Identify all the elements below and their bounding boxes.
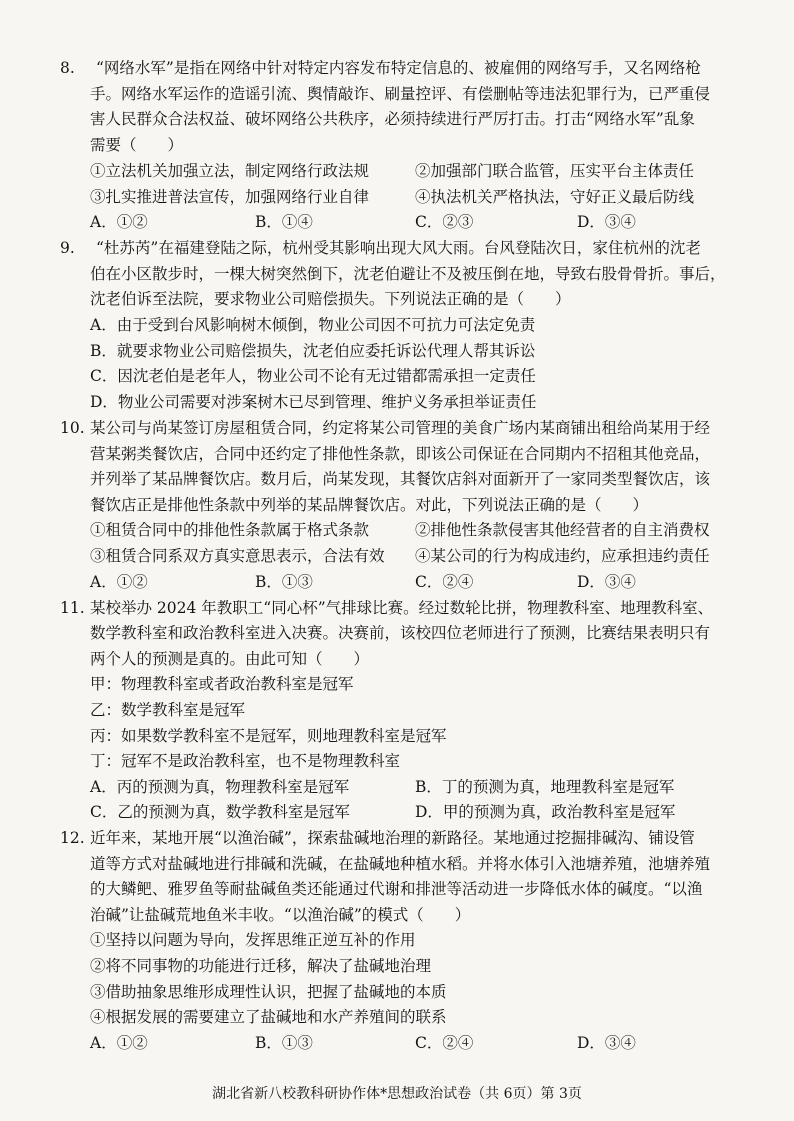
question-text-line: 餐饮店正是排他性条款中列举的某品牌餐饮店。对此，下列说法正确的是（ ） <box>90 496 649 514</box>
question-text-line: 营某粥类餐饮店，合同中还约定了排他性条款，即该公司保证在合同期内不招租其他竞品， <box>90 445 711 463</box>
choice-d: D．③④ <box>577 573 636 591</box>
page-footer: 湖北省新八校教科研协作体*思想政治试卷（共 6页）第 3页 <box>212 1086 582 1102</box>
question-number: 12. <box>60 829 85 847</box>
choice-b: B．就要求物业公司赔偿损失，沈老伯应委托诉讼代理人帮其诉讼 <box>90 342 536 360</box>
choice-a: A．丙的预测为真，物理教科室是冠军 <box>90 778 350 796</box>
question-text-line: 近年来，某地开展“以渔治碱”，探索盐碱地治理的新路径。某地通过挖掘排碱沟、铺设管 <box>90 829 695 847</box>
statement: ①租赁合同中的排他性条款属于格式条款 <box>90 521 370 539</box>
statement: 甲：物理教科室或者政治教科室是冠军 <box>90 675 354 693</box>
choice-d: D．甲的预测为真，政治教科室是冠军 <box>415 803 676 821</box>
choice-a: A．①② <box>90 573 148 591</box>
statement: ③借助抽象思维形成理性认识，把握了盐碱地的本质 <box>90 983 447 1001</box>
question-text-line: 并列举了某品牌餐饮店。数月后，尚某发现，其餐饮店斜对面新开了一家同类型餐饮店，该 <box>90 470 711 488</box>
question-text-line: 害人民群众合法权益、破坏网络公共秩序，必须持续进行严厉打击。打击“网络水军”乱象 <box>90 110 695 128</box>
question-text-line: 道等方式对盐碱地进行排碱和洗碱，在盐碱地种植水稻。并将水体引入池塘养殖，池塘养殖 <box>90 855 711 873</box>
choice-c: C．②④ <box>415 573 474 591</box>
choice-a: A．①② <box>90 1034 148 1052</box>
statement: 丙：如果数学教科室不是冠军，则地理教科室是冠军 <box>90 727 447 745</box>
statement: ④执法机关严格执法，守好正义最后防线 <box>415 188 695 206</box>
statement: ②将不同事物的功能进行迁移，解决了盐碱地治理 <box>90 957 432 975</box>
question-text-line: 某校举办 2024 年教职工“同心杯”气排球比赛。经过数轮比拼，物理教科室、地理教科室、 <box>90 599 714 617</box>
choice-d: D．③④ <box>577 213 636 231</box>
choice-b: B．①④ <box>255 213 313 231</box>
question-number: 8. <box>60 59 75 77</box>
choice-c: C．②③ <box>415 213 474 231</box>
question-text-line: 手。网络水军运作的造谣引流、舆情敲诈、刷量控评、有偿删帖等违法犯罪行为，已严重侵 <box>90 85 711 103</box>
question-text-line: “杜苏芮”在福建登陆之际，杭州受其影响出现大风大雨。台风登陆次日，家住杭州的沈老 <box>96 239 701 257</box>
question-text-line: 需要（ ） <box>90 136 184 154</box>
question-text-line: 的大鳞鲃、雅罗鱼等耐盐碱鱼类还能通过代谢和排泄等活动进一步降低水体的碱度。“以渔 <box>90 880 703 898</box>
question-text-line: 治碱”让盐碱荒地鱼米丰收。“以渔治碱”的模式（ ） <box>90 906 471 924</box>
choice-c: C．②④ <box>415 1034 474 1052</box>
statement: ③扎实推进普法宣传，加强网络行业自律 <box>90 188 370 206</box>
choice-d: D．物业公司需要对涉案树木已尽到管理、维护义务承担举证责任 <box>90 393 537 411</box>
question-text-line: 沈老伯诉至法院，要求物业公司赔偿损失。下列说法正确的是（ ） <box>90 290 571 308</box>
question-text-line: 伯在小区散步时，一棵大树突然倒下，沈老伯避让不及被压倒在地，导致右股骨骨折。事后， <box>90 265 726 283</box>
statement: ③租赁合同系双方真实意思表示，合法有效 <box>90 547 385 565</box>
statement: ④根据发展的需要建立了盐碱地和水产养殖间的联系 <box>90 1008 447 1026</box>
statement: ①坚持以问题为导向，发挥思维正逆互补的作用 <box>90 931 416 949</box>
question-number: 9. <box>60 239 75 257</box>
question-text-line: 两个人的预测是真的。由此可知（ ） <box>90 650 370 668</box>
question-text-line: 某公司与尚某签订房屋租赁合同，约定将某公司管理的美食广场内某商铺出租给尚某用于经 <box>90 419 711 437</box>
statement: ②加强部门联合监管，压实平台主体责任 <box>415 162 695 180</box>
choice-c: C．因沈老伯是老年人，物业公司不论有无过错都需承担一定责任 <box>90 367 536 385</box>
statement: 乙：数学教科室是冠军 <box>90 701 246 719</box>
choice-c: C．乙的预测为真，数学教科室是冠军 <box>90 803 350 821</box>
question-number: 10. <box>60 419 85 437</box>
question-text-line: “网络水军”是指在网络中针对特定内容发布特定信息的、被雇佣的网络写手，又名网络枪 <box>96 59 701 77</box>
statement: ④某公司的行为构成违约，应承担违约责任 <box>415 547 710 565</box>
choice-d: D．③④ <box>577 1034 636 1052</box>
statement: 丁：冠军不是政治教科室，也不是物理教科室 <box>90 752 401 770</box>
question-number: 11. <box>60 599 85 617</box>
statement: ②排他性条款侵害其他经营者的自主消费权 <box>415 521 710 539</box>
statement: ①立法机关加强立法，制定网络行政法规 <box>90 162 370 180</box>
choice-b: B．丁的预测为真，地理教科室是冠军 <box>415 778 675 796</box>
question-text-line: 数学教科室和政治教科室进入决赛。决赛前，该校四位老师进行了预测，比赛结果表明只有 <box>90 624 711 642</box>
choice-a: A．由于受到台风影响树木倾倒，物业公司因不可抗力可法定免责 <box>90 316 536 334</box>
choice-b: B．①③ <box>255 1034 313 1052</box>
choice-a: A．①② <box>90 213 148 231</box>
choice-b: B．①③ <box>255 573 313 591</box>
